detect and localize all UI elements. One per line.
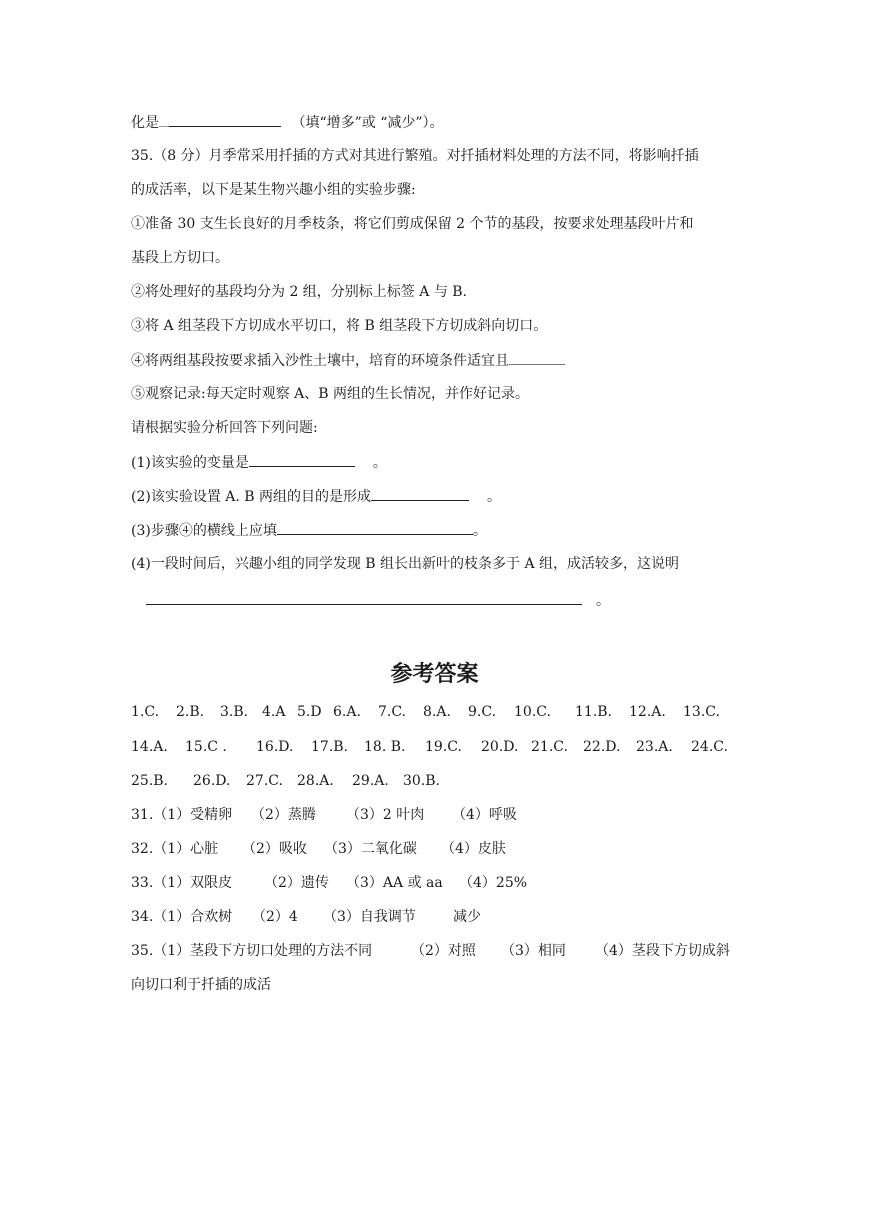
answer-part: 31.（1）受精卵 bbox=[131, 807, 233, 823]
answer-item: 25.B. bbox=[131, 773, 169, 789]
answer-item: 13.C. bbox=[683, 704, 720, 720]
answer-item: 20.D. bbox=[481, 739, 519, 755]
answer-item: 4.A bbox=[262, 704, 286, 720]
sub-question-2 bbox=[131, 486, 501, 507]
answer-item: 6.A. bbox=[333, 704, 361, 720]
answer-item: 18. B. bbox=[364, 739, 406, 755]
answer-part: （2）吸收 bbox=[242, 841, 307, 857]
analysis-prompt: 请根据实验分析回答下列问题: bbox=[131, 420, 318, 436]
answer-item: 27.C. bbox=[246, 773, 283, 789]
sub-question-2-end: 。 bbox=[487, 489, 502, 505]
answer-part: （3）2 叶肉 bbox=[346, 807, 425, 823]
answer-item: 11.B. bbox=[575, 704, 613, 720]
answer-row-2 bbox=[131, 737, 728, 757]
answer-part: 34.（1）合欢树 bbox=[131, 909, 233, 925]
sub-question-4: (4)一段时间后，兴趣小组的同学发现 B 组长出新叶的枝条多于 A 组，成活较多，这说明 bbox=[131, 556, 680, 572]
step-4-line bbox=[131, 350, 565, 371]
answer-item: 30.B. bbox=[403, 773, 441, 789]
sub-question-1-end: 。 bbox=[372, 455, 387, 471]
sub-question-1-text: (1)该实验的变量是 bbox=[131, 455, 249, 471]
answer-item: 26.D. bbox=[193, 773, 231, 789]
sub-question-1 bbox=[131, 452, 387, 473]
answer-part: （4）25% bbox=[459, 875, 528, 891]
q34-tail-suffix: （填“增多”或 “减少”）。 bbox=[291, 115, 444, 131]
answer-part: （4）茎段下方切成斜 bbox=[595, 943, 730, 959]
answer-item: 1.C. bbox=[131, 704, 160, 720]
answer-part: （3）自我调节 bbox=[323, 909, 416, 925]
answer-item: 16.D. bbox=[256, 739, 294, 755]
step-2: ②将处理好的基段均分为 2 组，分别标上标签 A 与 B. bbox=[131, 284, 468, 300]
answer-item: 3.B. bbox=[220, 704, 249, 720]
sub-question-4-answer-line bbox=[146, 590, 610, 611]
q35-intro-2: 的成活率，以下是某生物兴趣小组的实验步骤: bbox=[131, 182, 416, 198]
answer-item: 9.C. bbox=[468, 704, 497, 720]
answer-key-title: 参考答案 bbox=[390, 662, 479, 687]
answer-part: （2）遗传 bbox=[264, 875, 329, 891]
sub-question-4-blank[interactable] bbox=[146, 590, 582, 605]
sub-question-2-blank[interactable] bbox=[371, 486, 469, 501]
sub-question-3-blank[interactable] bbox=[277, 520, 473, 535]
sub-question-4-end: 。 bbox=[596, 593, 610, 609]
answer-item: 5.D bbox=[297, 704, 322, 720]
answer-item: 7.C. bbox=[378, 704, 407, 720]
sub-question-2-text: (2)该实验设置 A. B 两组的目的是形成 bbox=[131, 489, 372, 505]
answer-item: 14.A. bbox=[131, 739, 168, 755]
step-1-a: ①准备 30 支生长良好的月季枝条，将它们剪成保留 2 个节的基段，按要求处理基段叶片和 bbox=[131, 216, 694, 232]
answer-34 bbox=[131, 907, 481, 927]
step-4-blank[interactable] bbox=[509, 350, 565, 365]
q35-intro-1: 35.（8 分）月季常采用扦插的方式对其进行繁殖。对扦插材料处理的方法不同，将影响扦插 bbox=[131, 148, 699, 164]
answer-item: 23.A. bbox=[636, 739, 673, 755]
answer-item: 12.A. bbox=[629, 704, 666, 720]
answer-item: 28.A. bbox=[297, 773, 334, 789]
answer-item: 2.B. bbox=[176, 704, 205, 720]
answer-32 bbox=[131, 839, 506, 859]
sub-question-3-end: 。 bbox=[472, 523, 487, 539]
answer-part: （3）二氧化碳 bbox=[324, 841, 417, 857]
answer-35 bbox=[131, 941, 730, 961]
answer-item: 29.A. bbox=[352, 773, 389, 789]
answer-31 bbox=[131, 805, 517, 825]
step-4: ④将两组基段按要求插入沙性土壤中，培育的环境条件适宜且 bbox=[131, 353, 509, 369]
sub-question-3-text: (3)步骤④的横线上应填 bbox=[131, 523, 277, 539]
answer-part: （4）呼吸 bbox=[452, 807, 517, 823]
q34-tail-line bbox=[131, 112, 444, 133]
step-1-b: 基段上方切口。 bbox=[131, 250, 229, 266]
answer-part: 33.（1）双限皮 bbox=[131, 875, 233, 891]
answer-item: 24.C. bbox=[691, 739, 728, 755]
answer-35-continued: 向切口利于扦插的成活 bbox=[131, 977, 271, 993]
sub-question-3 bbox=[131, 520, 487, 541]
answer-part: 减少 bbox=[453, 909, 481, 925]
answer-part: （3）相同 bbox=[501, 943, 566, 959]
sub-question-1-blank[interactable] bbox=[249, 452, 355, 467]
answer-item: 8.A. bbox=[423, 704, 451, 720]
answer-item: 17.B. bbox=[311, 739, 349, 755]
answer-33 bbox=[131, 873, 527, 893]
answer-item: 22.D. bbox=[583, 739, 621, 755]
answer-blank[interactable] bbox=[169, 112, 281, 127]
step-3: ③将 A 组茎段下方切成水平切口，将 B 组茎段下方切成斜向切口。 bbox=[131, 318, 548, 334]
answer-item: 15.C . bbox=[185, 739, 227, 755]
answer-part: 35.（1）茎段下方切口处理的方法不同 bbox=[131, 943, 373, 959]
answer-part: （4）皮肤 bbox=[441, 841, 506, 857]
answer-part: （2）对照 bbox=[411, 943, 476, 959]
step-5: ⑤观察记录:每天定时观察 A、B 两组的生长情况，并作好记录。 bbox=[131, 386, 530, 402]
answer-part: （2）蒸腾 bbox=[251, 807, 316, 823]
answer-item: 10.C. bbox=[514, 704, 551, 720]
answer-part: 32.（1）心脏 bbox=[131, 841, 219, 857]
answer-part: （3）AA 或 aa bbox=[346, 875, 443, 891]
q34-tail-prefix: 化是 bbox=[131, 115, 159, 131]
answer-row-3 bbox=[131, 771, 440, 791]
answer-row-1 bbox=[131, 702, 720, 722]
answer-item: 21.C. bbox=[531, 739, 568, 755]
answer-item: 19.C. bbox=[425, 739, 462, 755]
answer-part: （2）4 bbox=[252, 909, 298, 925]
